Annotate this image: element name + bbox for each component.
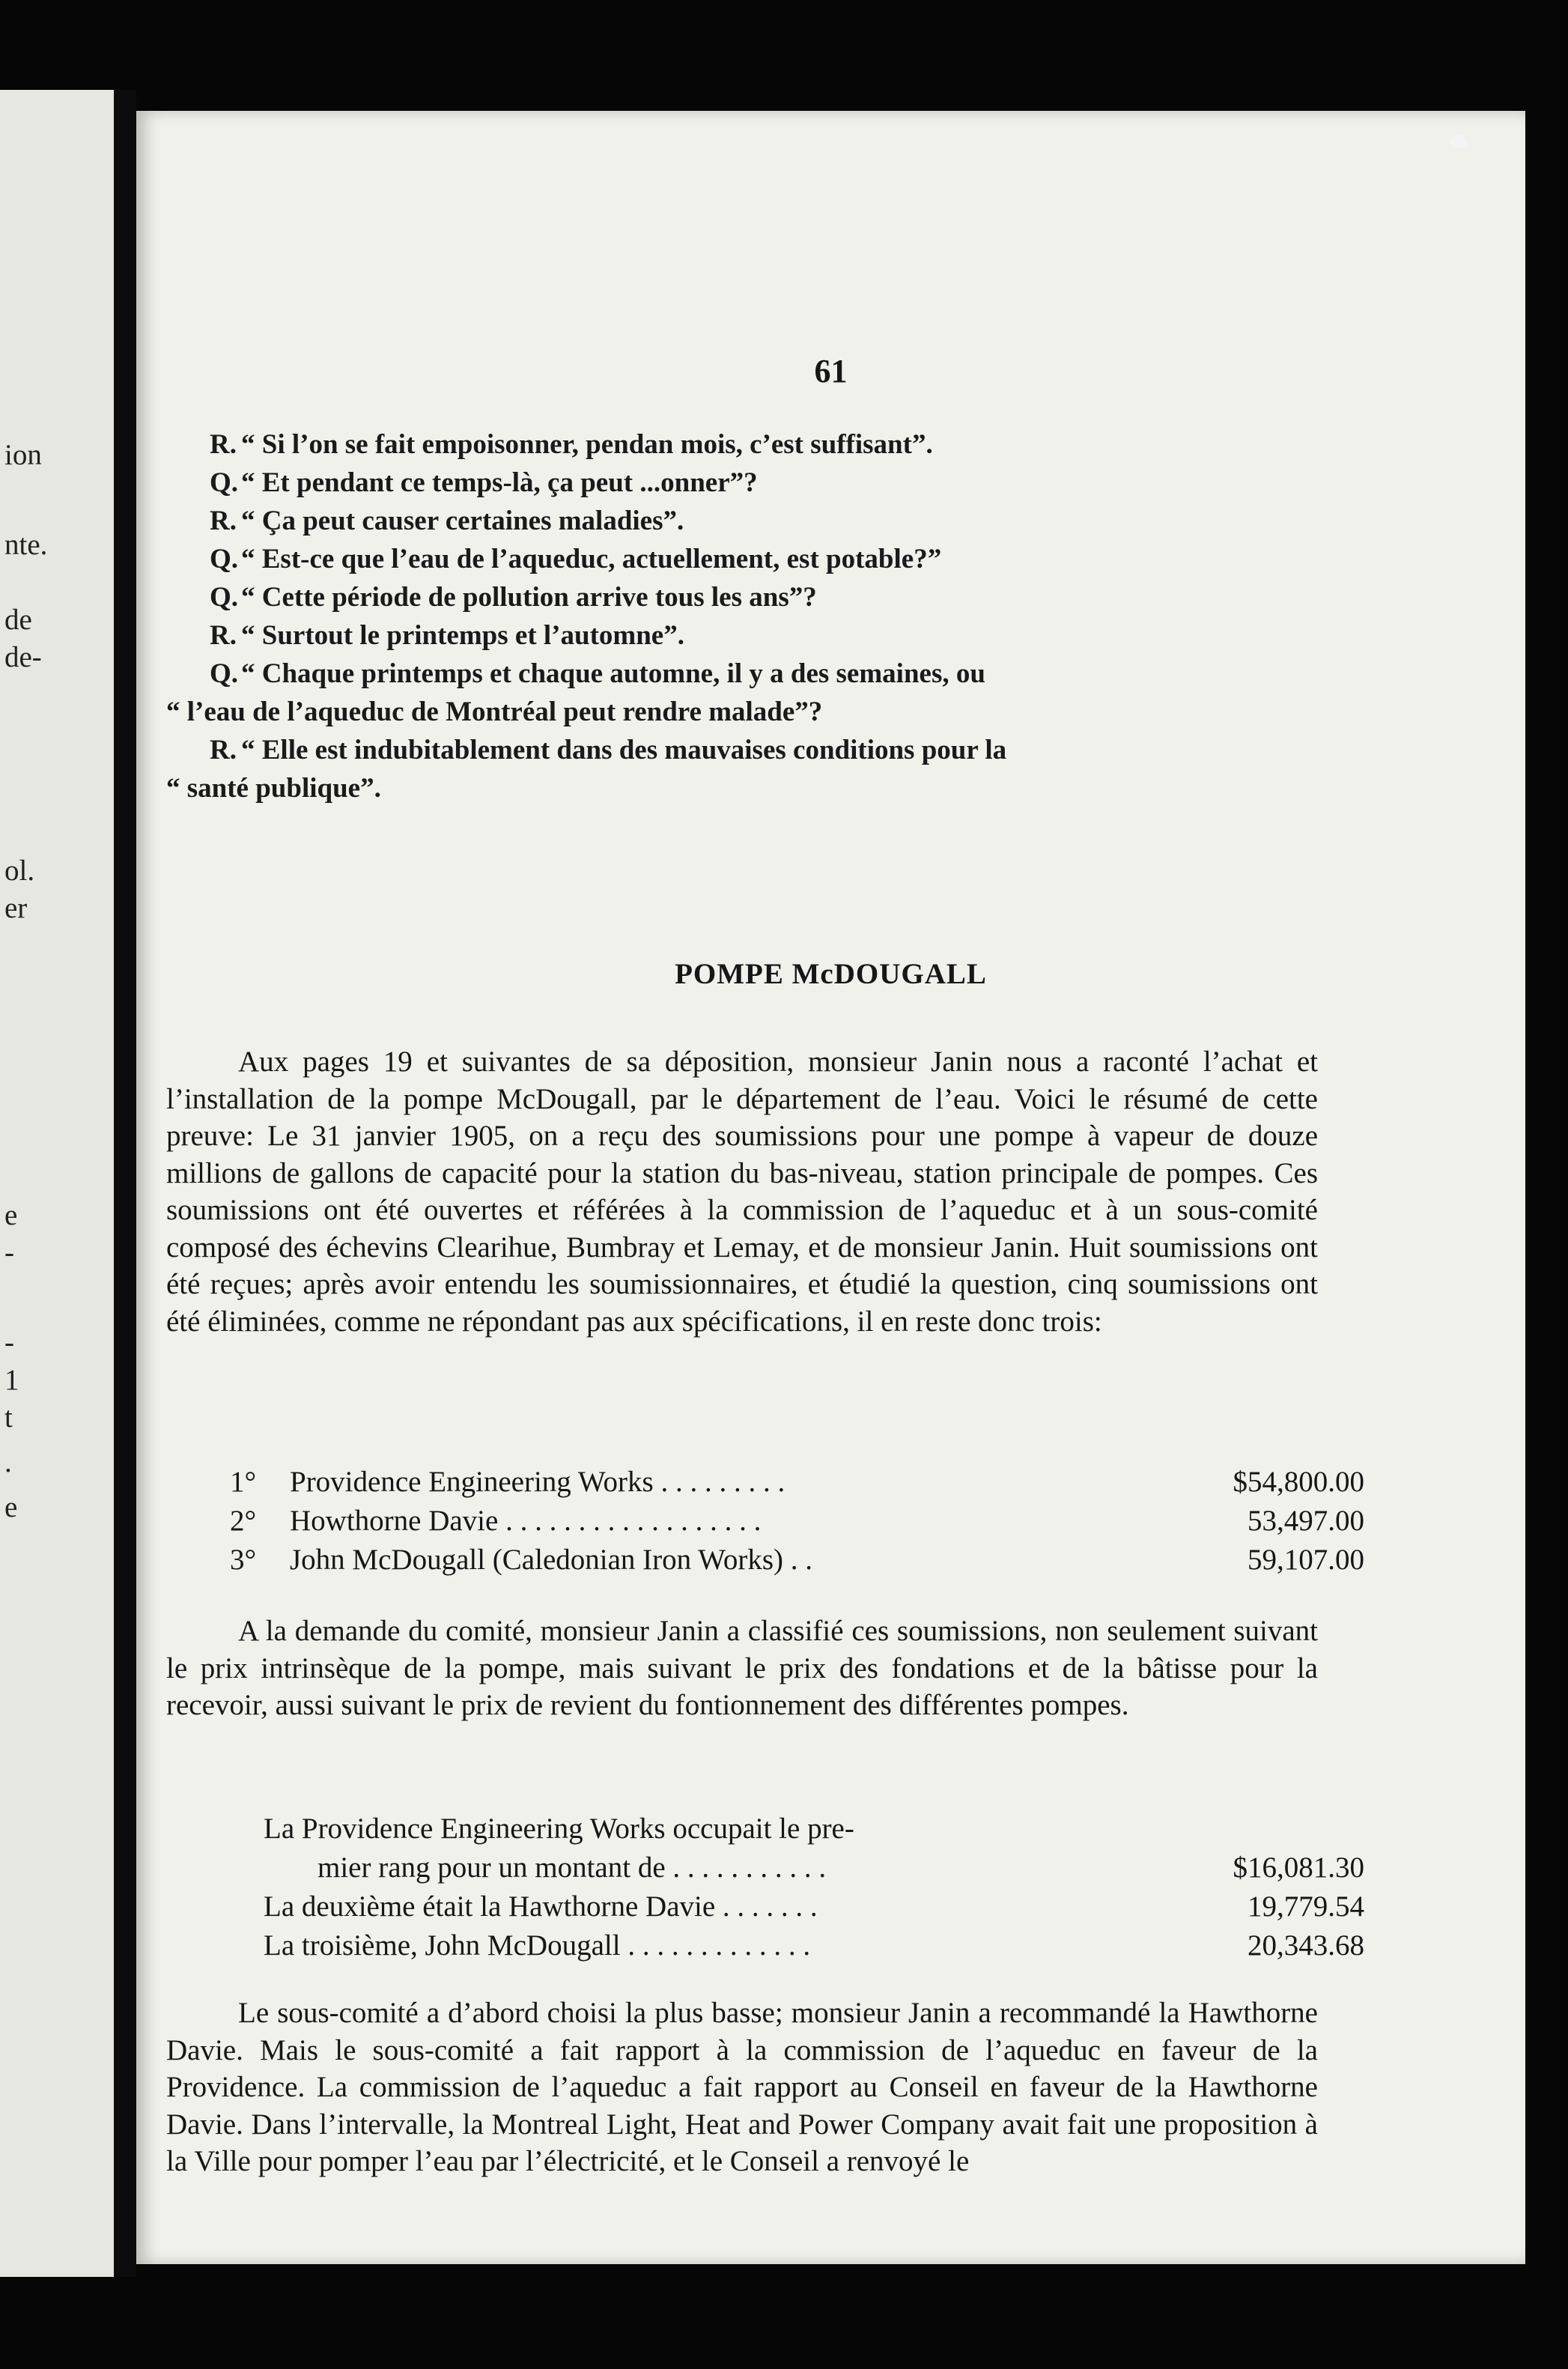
qa-line xyxy=(166,540,1432,578)
ranking-row xyxy=(264,1810,1364,1848)
qa-speaker: Q. xyxy=(210,544,239,574)
facing-page-text-fragments xyxy=(0,90,114,2277)
facing-page-fragment: e xyxy=(4,1491,18,1523)
ranking-amount: 20,343.68 xyxy=(1248,1929,1364,1962)
facing-page-fragment: e xyxy=(4,1199,18,1231)
facing-page-fragment: de xyxy=(4,604,32,636)
paragraph-janin-deposition xyxy=(166,1043,1318,1340)
qa-speaker: Q. xyxy=(210,467,239,498)
bid-amount: $54,800.00 xyxy=(1233,1466,1364,1498)
bid-label: John McDougall (Caledonian Iron Works) . . xyxy=(290,1544,813,1576)
qa-text: “ Surtout le printemps et l’automne”. xyxy=(241,620,684,651)
qa-text: “ Est-ce que l’eau de l’aqueduc, actuellement, est potable?” xyxy=(241,544,942,574)
qa-speaker: R. xyxy=(210,506,237,536)
ranking-label: mier rang pour un montant de . . . . . . . . . . . xyxy=(317,1851,827,1884)
qa-text: “ Cette période de pollution arrive tous les ans”? xyxy=(241,582,817,613)
qa-speaker: R. xyxy=(210,735,237,765)
paragraph-text: A la demande du comité, monsieur Janin a classifié ces soumissions, non seulement suivant le prix intrinsèque de la pompe, mais suivant le prix des fondations et de la bâtisse pour la recevoir, aussi suivant le prix de revient du fontionnement des différentes pompes. xyxy=(166,1615,1318,1721)
facing-page-fragment: ion xyxy=(4,439,42,471)
facing-page-fragment: 1 xyxy=(4,1364,19,1396)
facing-page-fragment: t xyxy=(4,1401,13,1434)
qa-speaker: R. xyxy=(210,620,237,651)
facing-page-fragment: . xyxy=(4,1446,12,1478)
facing-page-edge xyxy=(0,90,114,2277)
bid-label: Providence Engineering Works . . . . . . . . . xyxy=(290,1466,785,1498)
ranking-label: La Providence Engineering Works occupait le pre- xyxy=(264,1813,854,1845)
qa-text: “ Si l’on se fait empoisonner, pendan mois, c’est suffisant”. xyxy=(241,429,933,460)
bid-row xyxy=(230,1502,1364,1541)
ranking-amount: 19,779.54 xyxy=(1248,1890,1364,1923)
bid-amount: 53,497.00 xyxy=(1248,1505,1364,1537)
qa-line xyxy=(166,425,1432,464)
bids-table xyxy=(230,1463,1364,1580)
scan-dust-mark xyxy=(1450,135,1467,148)
facing-page-fragment: - xyxy=(4,1326,14,1359)
qa-speaker: Q. xyxy=(210,658,239,689)
document-page xyxy=(136,111,1525,2264)
facing-page-fragment: de- xyxy=(4,641,42,673)
qa-continuation: “ l’eau de l’aqueduc de Montréal peut rendre malade”? xyxy=(166,697,823,727)
facing-page-fragment: nte. xyxy=(4,529,48,561)
qa-text: “ Chaque printemps et chaque automne, il y a des semaines, ou xyxy=(241,658,985,689)
ranking-row xyxy=(264,1848,1364,1887)
qa-line xyxy=(166,731,1432,769)
facing-page-fragment: er xyxy=(4,892,28,924)
bid-row xyxy=(230,1463,1364,1502)
qa-line xyxy=(166,502,1432,540)
bid-amount: 59,107.00 xyxy=(1248,1544,1364,1576)
book-gutter xyxy=(114,90,136,2277)
facing-page-fragment: - xyxy=(4,1237,14,1269)
bid-label: Howthorne Davie . . . . . . . . . . . . . . . . . . xyxy=(290,1505,762,1537)
bid-number: 1° xyxy=(230,1466,257,1498)
qa-line xyxy=(166,655,1432,693)
bid-row xyxy=(230,1541,1364,1580)
paragraph-sub-committee xyxy=(166,1995,1318,2180)
paragraph-text: Le sous-comité a d’abord choisi la plus basse; monsieur Janin a recommandé la Hawthorne Davie. Mais le sous-comité a fait rapport à la commission de l’aqueduc en faveur de la Providence. La commission de l’aqueduc a fait rapport au Conseil en faveur de la Hawthorne Davie. Dans l’intervalle, la Montreal Light, Heat and Power Company avait fait une proposition à la Ville pour pomper l’eau par l’électricité, et le Conseil a renvoyé le xyxy=(166,1997,1318,2177)
bid-number: 2° xyxy=(230,1505,257,1537)
ranking-row xyxy=(264,1926,1364,1965)
qa-line xyxy=(166,616,1432,655)
qa-speaker: Q. xyxy=(210,582,239,613)
testimony-qa-block xyxy=(166,425,1432,807)
page-number: 61 xyxy=(814,353,848,389)
qa-line xyxy=(166,464,1432,502)
ranking-row xyxy=(264,1887,1364,1926)
qa-speaker: R. xyxy=(210,429,237,460)
qa-continuation: “ santé publique”. xyxy=(166,773,381,804)
section-title: POMPE McDOUGALL xyxy=(675,958,987,990)
facing-page-fragment: ol. xyxy=(4,855,35,887)
qa-text: “ Elle est indubitablement dans des mauvaises conditions pour la xyxy=(241,735,1007,765)
ranking-amount: $16,081.30 xyxy=(1233,1851,1364,1884)
qa-text: “ Ça peut causer certaines maladies”. xyxy=(241,506,684,536)
paragraph-text: Aux pages 19 et suivantes de sa déposition, monsieur Janin nous a raconté l’achat et l’installation de la pompe McDougall, par le département de l’eau. Voici le résumé de cette preuve: Le 31 janvier 1905, on a reçu des soumissions pour une pompe à vapeur de douze millions de gallons de capacité pour la station du bas-niveau, station principale de pompes. Ces soumissions ont été ouvertes et référées à la commission de l’aqueduc et à un sous-comité composé des échevins Clearihue, Bumbray et Lemay, et de monsieur Janin. Huit soumissions ont été reçues; après avoir entendu les soumissionnaires, et étudié la question, cinq soumissions ont été éliminées, comme ne répondant pas aux spécifications, il en reste donc trois: xyxy=(166,1046,1318,1338)
ranking-label: La deuxième était la Hawthorne Davie . . . . . . . xyxy=(264,1890,818,1923)
bid-number: 3° xyxy=(230,1544,257,1576)
qa-line xyxy=(166,578,1432,616)
ranking-label: La troisième, John McDougall . . . . . . . . . . . . . xyxy=(264,1929,811,1962)
paragraph-classification xyxy=(166,1613,1318,1724)
ranking-table xyxy=(264,1810,1364,1965)
qa-text: “ Et pendant ce temps-là, ça peut ...onner”? xyxy=(241,467,758,498)
